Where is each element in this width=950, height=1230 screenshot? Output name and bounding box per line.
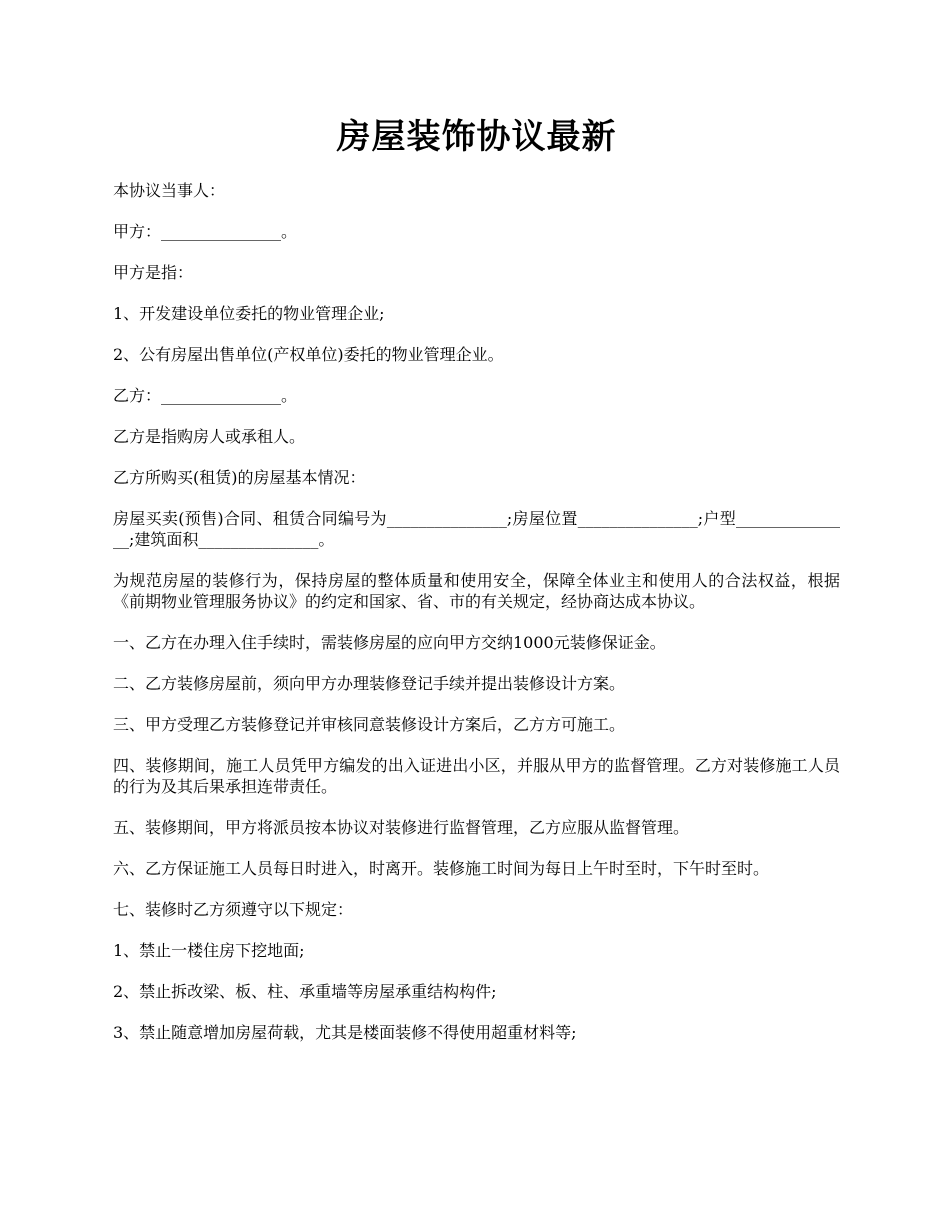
paragraph-purpose: 为规范房屋的装修行为，保持房屋的整体质量和使用安全，保障全体业主和使用人的合法权益，根据《前期物业管理服务协议》的约定和国家、省、市的有关规定，经协商达成本协议。 xyxy=(113,571,840,611)
paragraph-party-a-definition: 甲方是指： xyxy=(113,263,194,282)
paragraph-party-a: 甲方：_______________。 xyxy=(113,222,298,241)
paragraph-party-a-item-2: 2、公有房屋出售单位(产权单位)委托的物业管理企业。 xyxy=(113,345,504,364)
paragraph-house-info-heading: 乙方所购买(租赁)的房屋基本情况： xyxy=(113,468,366,487)
paragraph-clause-2: 二、乙方装修房屋前，须向甲方办理装修登记手续并提出装修设计方案。 xyxy=(113,674,626,693)
paragraph-clause-5: 五、装修期间，甲方将派员按本协议对装修进行监督管理，乙方应服从监督管理。 xyxy=(113,818,690,837)
paragraph-clause-7: 七、装修时乙方须遵守以下规定： xyxy=(113,900,354,919)
paragraph-clause-4: 四、装修期间，施工人员凭甲方编发的出入证进出小区，并服从甲方的监督管理。乙方对装修施工人员的行为及其后果承担连带责任。 xyxy=(113,756,840,796)
paragraph-clause-3: 三、甲方受理乙方装修登记并审核同意装修设计方案后，乙方方可施工。 xyxy=(113,715,626,734)
paragraph-parties-intro: 本协议当事人： xyxy=(113,181,226,200)
paragraph-clause-1: 一、乙方在办理入住手续时，需装修房屋的应向甲方交纳1000元装修保证金。 xyxy=(113,633,666,652)
paragraph-house-info: 房屋买卖(预售)合同、租赁合同编号为_______________;房屋位置_______________;户型_______________;建筑面积_______________。 xyxy=(113,509,840,549)
paragraph-clause-6: 六、乙方保证施工人员每日时进入，时离开。装修施工时间为每日上午时至时，下午时至时。 xyxy=(113,859,770,878)
paragraph-rule-1: 1、禁止一楼住房下挖地面; xyxy=(113,941,305,960)
paragraph-rule-2: 2、禁止拆改梁、板、柱、承重墙等房屋承重结构构件; xyxy=(113,982,497,1001)
paragraph-party-b-definition: 乙方是指购房人或承租人。 xyxy=(113,427,306,446)
paragraph-party-a-item-1: 1、开发建设单位委托的物业管理企业; xyxy=(113,304,385,323)
paragraph-party-b: 乙方：_______________。 xyxy=(113,386,298,405)
document-title: 房屋装饰协议最新 xyxy=(336,117,617,157)
paragraph-rule-3: 3、禁止随意增加房屋荷载，尤其是楼面装修不得使用超重材料等; xyxy=(113,1023,577,1042)
document-body xyxy=(113,180,840,1063)
